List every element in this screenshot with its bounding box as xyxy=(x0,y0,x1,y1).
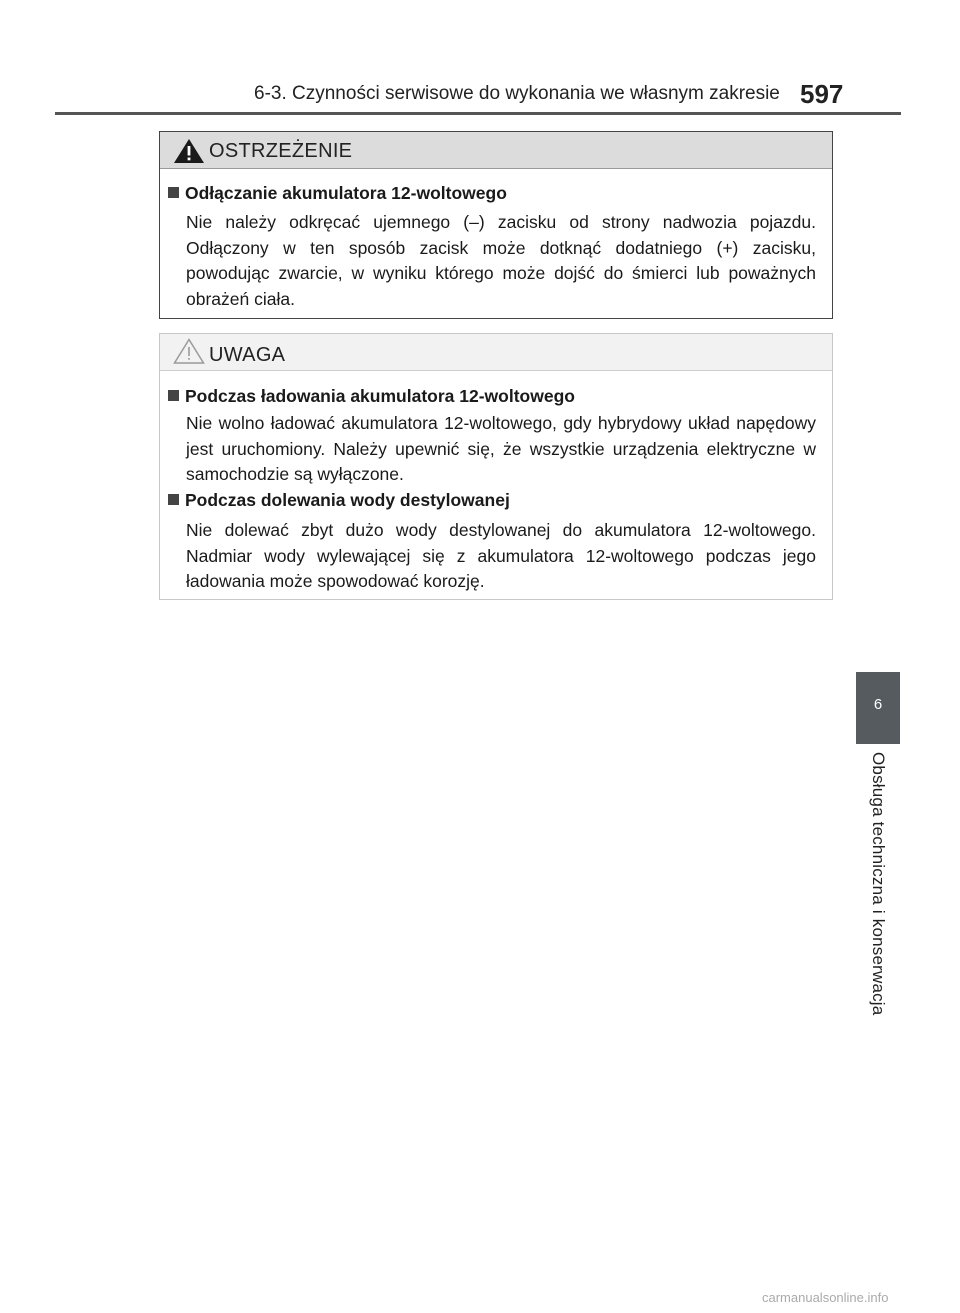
square-bullet-icon xyxy=(168,187,179,198)
notice-box-header xyxy=(160,334,832,371)
warning-item-body: Nie należy odkręcać ujemnego (–) zacisku od strony nadwozia pojazdu. Odłączony w ten sposób zacisk może dotknąć dodatniego (+) zacisku, powodując zwarcie, w wyniku którego może dojść do śmierci lub poważnych obrażeń ciała. xyxy=(186,212,816,309)
chapter-label: Obsługa techniczna i konserwacja xyxy=(869,752,888,1016)
notice-item-title: Podczas ładowania akumulatora 12-woltowego xyxy=(168,386,575,407)
warning-triangle-icon xyxy=(173,138,205,164)
warning-triangle-outline-icon xyxy=(173,338,205,364)
square-bullet-icon xyxy=(168,390,179,401)
page-number: 597 xyxy=(800,79,844,109)
chapter-number: 6 xyxy=(873,696,883,713)
chapter-tab xyxy=(856,672,900,744)
notice-box xyxy=(159,333,833,600)
warning-item-title: Odłączanie akumulatora 12-woltowego xyxy=(168,183,507,204)
header-divider xyxy=(55,112,901,115)
watermark: carmanualsonline.info xyxy=(762,1290,889,1305)
section-title: 6-3. Czynności serwisowe do wykonania we własnym zakresie xyxy=(254,83,780,104)
warning-box-label: OSTRZEŻENIE xyxy=(209,140,353,162)
square-bullet-icon xyxy=(168,494,179,505)
warning-box-header xyxy=(160,132,832,169)
warning-box xyxy=(159,131,833,319)
notice-item-title: Podczas dolewania wody destylowanej xyxy=(168,490,510,511)
notice-item-body: Nie dolewać zbyt dużo wody destylowanej do akumulatora 12-woltowego. Nadmiar wody wylewającej się z akumulatora 12-woltowego podczas jego ładowania może spowodować korozję. xyxy=(186,520,816,591)
notice-box-label: UWAGA xyxy=(209,344,286,366)
notice-item-body: Nie wolno ładować akumulatora 12-woltowego, gdy hybrydowy układ napędowy jest uruchomiony. Należy upewnić się, że wszystkie urządzenia elektryczne w samochodzie są wyłączone. xyxy=(186,413,816,484)
